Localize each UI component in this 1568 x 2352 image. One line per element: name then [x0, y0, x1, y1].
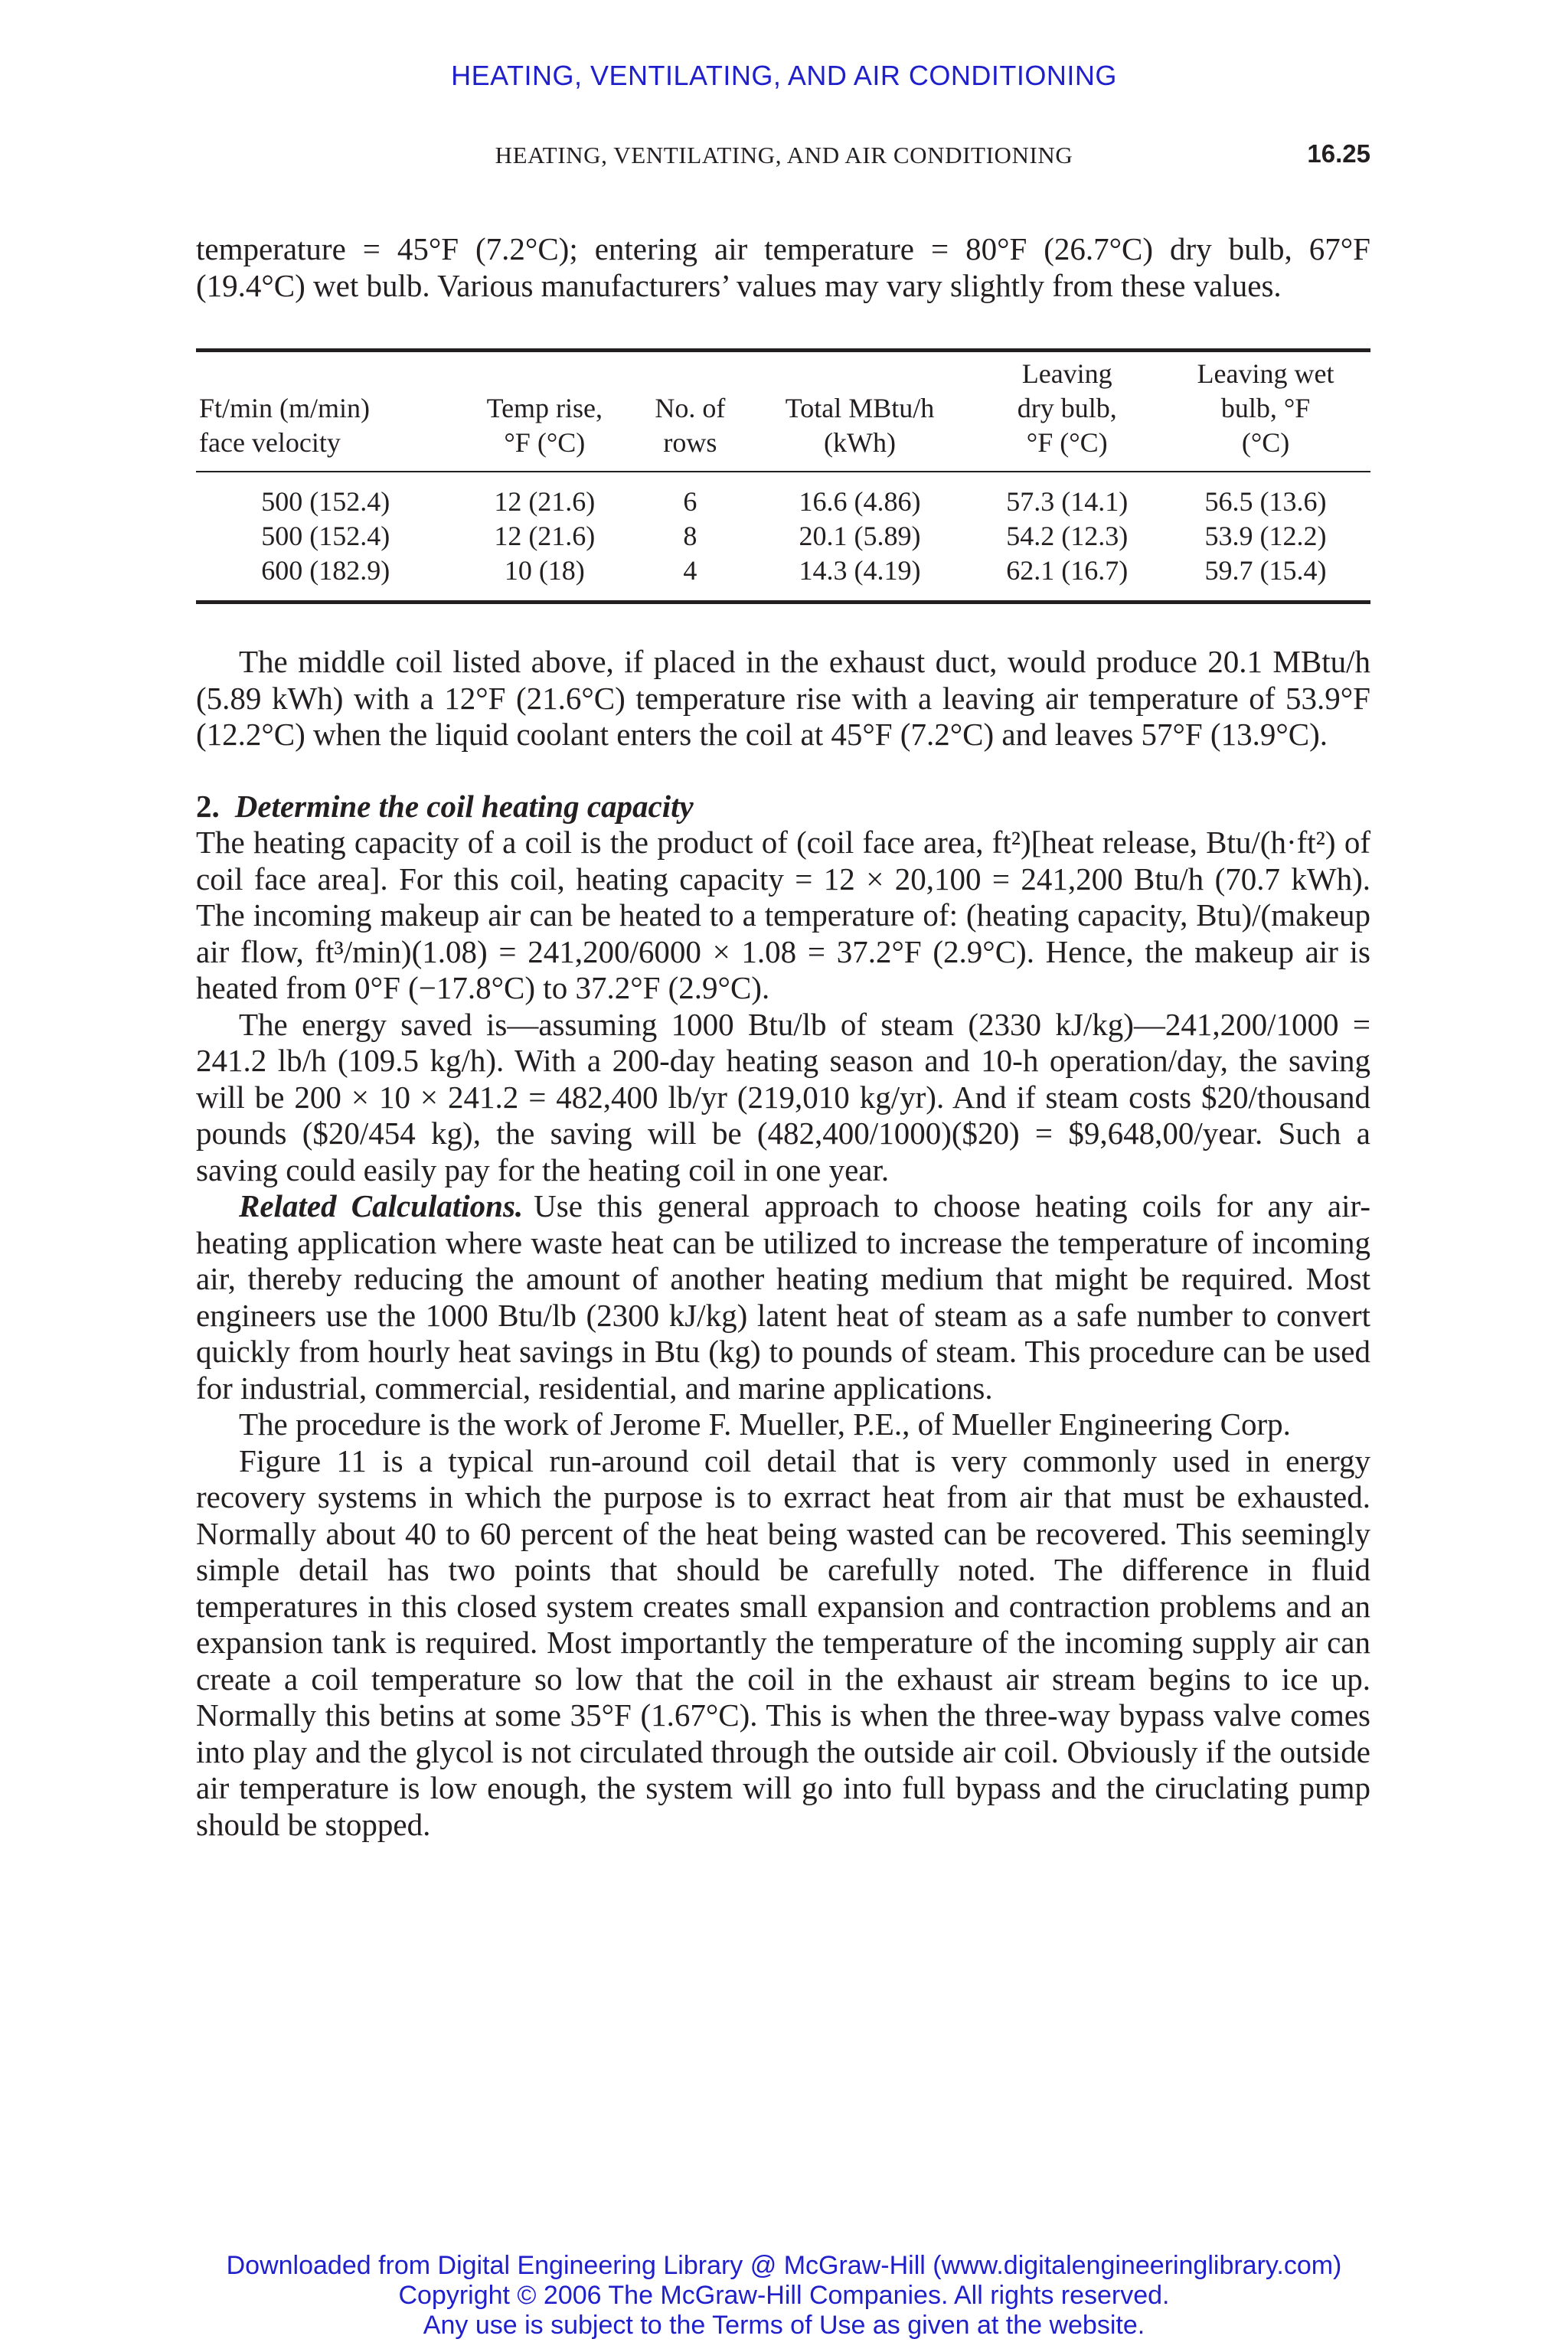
- step-number: 2.: [196, 788, 220, 824]
- page-body: [196, 231, 1370, 1843]
- table-cell: 600 (182.9): [261, 555, 390, 586]
- table-cell: 57.3 (14.1): [1006, 486, 1129, 517]
- table-cell: 62.1 (16.7): [1006, 555, 1129, 586]
- heating-capacity-paragraph: The heating capacity of a coil is the product of (coil face area, ft²)[heat release, Btu/(h·ft²) of coil face area]. For this coil, heating capacity = 12 × 20,100 = 241,200 Btu/h (70.7 kWh). The incoming makeup air can be heated to a temperature of: (heating capacity, Btu)/(makeup air flow, ft³/min)(1.08) = 241,200/6000 × 1.08 = 37.2°F (2.9°C). Hence, the makeup air is heated from 0°F (−17.8°C) to 37.2°F (2.9°C).: [196, 825, 1370, 1005]
- table-cell: 500 (152.4): [261, 486, 390, 517]
- coil-performance-table: [196, 348, 1370, 604]
- table-row: [196, 554, 1370, 603]
- intro-paragraph: temperature = 45°F (7.2°C); entering air temperature = 80°F (26.7°C) dry bulb, 67°F (19.4°C) wet bulb. Various manufacturers’ values may vary slightly from these values.: [196, 231, 1370, 303]
- column-header-temp-rise: Temp rise, °F (°C): [456, 351, 635, 472]
- step-title: Determine the coil heating capacity: [234, 788, 694, 824]
- table-cell: 59.7 (15.4): [1204, 555, 1327, 586]
- footer-terms: Any use is subject to the Terms of Use as given at the website.: [423, 2311, 1145, 2340]
- related-calculations-paragraph: [196, 1188, 1370, 1406]
- table-header-row: [196, 351, 1370, 472]
- table-cell: 20.1 (5.89): [799, 521, 921, 551]
- table-cell: 14.3 (4.19): [799, 555, 921, 586]
- column-header-leaving-wet-bulb: Leaving wet bulb, °F (°C): [1161, 351, 1370, 472]
- table-cell: 8: [683, 521, 697, 551]
- table-row: [196, 519, 1370, 554]
- table-cell: 54.2 (12.3): [1006, 521, 1129, 551]
- document-banner: HEATING, VENTILATING, AND AIR CONDITIONING: [451, 60, 1117, 91]
- table-cell: 12 (21.6): [494, 521, 596, 551]
- table-cell: 6: [683, 486, 697, 517]
- related-calculations-text: Use this general approach to choose heating coils for any air-heating application where waste heat can be utilized to increase the temperature of incoming air, thereby reducing the amount of another heating medium that might be required. Most engineers use the 1000 Btu/lb (2300 kJ/kg) latent heat of steam as a safe number to convert quickly from hourly heat savings in Btu (kg) to pounds of steam. This procedure can be used for industrial, commercial, residential, and marine applications.: [196, 1188, 1370, 1406]
- footer-copyright: Copyright © 2006 The McGraw-Hill Companies. All rights reserved.: [398, 2281, 1170, 2310]
- column-header-face-velocity: Ft/min (m/min) face velocity: [196, 351, 456, 472]
- column-header-total-mbtu: Total MBtu/h (kWh): [746, 351, 974, 472]
- column-header-leaving-dry-bulb: Leaving dry bulb, °F (°C): [973, 351, 1161, 472]
- table-cell: 4: [683, 555, 697, 586]
- procedure-credit-paragraph: The procedure is the work of Jerome F. Mueller, P.E., of Mueller Engineering Corp.: [239, 1406, 1291, 1442]
- energy-saved-paragraph: The energy saved is—assuming 1000 Btu/lb of steam (2330 kJ/kg)—241,200/1000 = 241.2 lb/h (109.5 kg/h). With a 200-day heating season and 10-h operation/day, the saving will be 200 × 10 × 241.2 = 482,400 lb/yr (219,010 kg/yr). And if steam costs $20/thousand pounds ($20/454 kg), the saving will be (482,400/1000)($20) = $9,648,00/year. Such a saving could easily pay for the heating coil in one year.: [196, 1006, 1370, 1187]
- copyright-footer: [0, 2251, 1568, 2341]
- page-number: 16.25: [1307, 139, 1370, 168]
- table-cell: 53.9 (12.2): [1204, 521, 1327, 551]
- table-cell: 56.5 (13.6): [1204, 486, 1327, 517]
- middle-coil-paragraph: The middle coil listed above, if placed in the exhaust duct, would produce 20.1 MBtu/h (5.89 kWh) with a 12°F (21.6°C) temperature rise with a leaving air temperature of 53.9°F (12.2°C) when the liquid coolant enters the coil at 45°F (7.2°C) and leaves 57°F (13.9°C).: [196, 644, 1370, 752]
- step-heading: [196, 789, 1370, 825]
- related-calculations-label: Related Calculations.: [239, 1188, 524, 1223]
- figure-11-paragraph: Figure 11 is a typical run-around coil detail that is very commonly used in energy recovery systems in which the purpose is to exrract heat from air that must be exhausted. Normally about 40 to 60 percent of the heat being wasted can be recovered. This seemingly simple detail has two points that should be carefully noted. The difference in fluid temperatures in this closed system creates small expansion and contraction problems and an expansion tank is required. Most importantly the temperature of the incoming supply air can create a coil temperature so low that the coil in the exhaust air stream begins to ice up. Normally this betins at some 35°F (1.67°C). This is when the three-way bypass valve comes into play and the glycol is not circulated through the outside air coil. Obviously if the outside air temperature is low enough, the system will go into full bypass and the ciruclating pump should be stopped.: [196, 1442, 1370, 1842]
- footer-download-link[interactable]: Downloaded from Digital Engineering Library @ McGraw-Hill (www.digitalengineeringlibrary.com): [226, 2251, 1342, 2280]
- table-row: [196, 472, 1370, 519]
- table-cell: 10 (18): [504, 555, 585, 586]
- column-header-rows: No. of rows: [634, 351, 746, 472]
- table-cell: 12 (21.6): [494, 486, 596, 517]
- table-cell: 16.6 (4.86): [799, 486, 921, 517]
- table-cell: 500 (152.4): [261, 521, 390, 551]
- running-head: HEATING, VENTILATING, AND AIR CONDITIONING: [495, 142, 1073, 168]
